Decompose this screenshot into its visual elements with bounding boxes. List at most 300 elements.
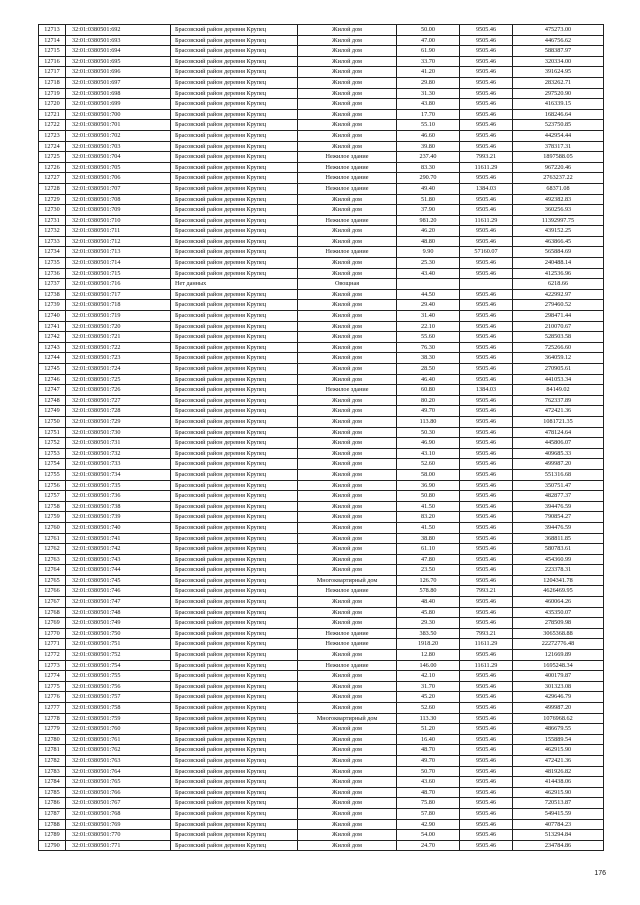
table-row — [39, 787, 604, 798]
area-cell: 45.80 — [397, 607, 460, 618]
row-number-cell: 12769 — [39, 618, 66, 629]
cadastral-value-cell: 725266.60 — [513, 342, 604, 353]
object-type-cell: Жилой дом — [298, 67, 397, 78]
table-row — [39, 173, 604, 184]
row-number-cell: 12737 — [39, 279, 66, 290]
cadastral-number-cell: 32:01:0380501:748 — [66, 607, 171, 618]
table-row — [39, 300, 604, 311]
area-cell: 45.20 — [397, 692, 460, 703]
object-type-cell: Жилой дом — [298, 618, 397, 629]
table-row — [39, 364, 604, 375]
object-type-cell: Жилой дом — [298, 427, 397, 438]
table-row — [39, 639, 604, 650]
cadastral-number-cell: 32:01:0380501:749 — [66, 618, 171, 629]
address-cell: Брасовский район деревня Крупец — [171, 364, 298, 375]
table-row — [39, 321, 604, 332]
table-row — [39, 395, 604, 406]
table-row — [39, 427, 604, 438]
table-row — [39, 268, 604, 279]
object-type-cell: Жилой дом — [298, 77, 397, 88]
object-type-cell: Жилой дом — [298, 130, 397, 141]
rate-cell: 9505.46 — [460, 671, 513, 682]
area-cell: 51.80 — [397, 194, 460, 205]
cadastral-number-cell: 32:01:0380501:701 — [66, 120, 171, 131]
object-type-cell: Жилой дом — [298, 448, 397, 459]
object-type-cell: Жилой дом — [298, 692, 397, 703]
row-number-cell: 12723 — [39, 130, 66, 141]
table-row — [39, 247, 604, 258]
rate-cell: 9505.46 — [460, 808, 513, 819]
object-type-cell: Нежилое здание — [298, 183, 397, 194]
area-cell: 76.30 — [397, 342, 460, 353]
area-cell: 83.30 — [397, 162, 460, 173]
object-type-cell: Жилой дом — [298, 724, 397, 735]
row-number-cell: 12772 — [39, 650, 66, 661]
address-cell: Брасовский район деревня Крупец — [171, 745, 298, 756]
address-cell: Брасовский район деревня Крупец — [171, 162, 298, 173]
address-cell: Брасовский район деревня Крупец — [171, 512, 298, 523]
cadastral-number-cell: 32:01:0380501:697 — [66, 77, 171, 88]
area-cell: 23.50 — [397, 565, 460, 576]
cadastral-value-cell: 278509.98 — [513, 618, 604, 629]
address-cell: Брасовский район деревня Крупец — [171, 25, 298, 36]
object-type-cell: Жилой дом — [298, 501, 397, 512]
area-cell: 146.00 — [397, 660, 460, 671]
row-number-cell: 12733 — [39, 236, 66, 247]
rate-cell: 7993.21 — [460, 152, 513, 163]
area-cell: 42.10 — [397, 671, 460, 682]
address-cell: Брасовский район деревня Крупец — [171, 777, 298, 788]
rate-cell: 9505.46 — [460, 724, 513, 735]
area-cell: 48.70 — [397, 787, 460, 798]
cadastral-number-cell: 32:01:0380501:734 — [66, 469, 171, 480]
address-cell: Брасовский район деревня Крупец — [171, 406, 298, 417]
cadastral-value-cell: 499987.20 — [513, 703, 604, 714]
object-type-cell: Жилой дом — [298, 46, 397, 57]
row-number-cell: 12788 — [39, 819, 66, 830]
rate-cell: 9505.46 — [460, 703, 513, 714]
area-cell: 47.80 — [397, 554, 460, 565]
rate-cell: 9505.46 — [460, 766, 513, 777]
area-cell: 31.70 — [397, 681, 460, 692]
address-cell: Брасовский район деревня Крупец — [171, 501, 298, 512]
address-cell: Брасовский район деревня Крупец — [171, 194, 298, 205]
rate-cell: 9505.46 — [460, 236, 513, 247]
row-number-cell: 12757 — [39, 491, 66, 502]
registry-table-wrapper — [38, 24, 602, 851]
cadastral-value-cell: 11392997.75 — [513, 215, 604, 226]
object-type-cell: Нежилое здание — [298, 173, 397, 184]
area-cell: 290.70 — [397, 173, 460, 184]
row-number-cell: 12780 — [39, 734, 66, 745]
cadastral-number-cell: 32:01:0380501:744 — [66, 565, 171, 576]
cadastral-value-cell: 4626469.95 — [513, 586, 604, 597]
rate-cell: 9505.46 — [460, 480, 513, 491]
area-cell: 39.80 — [397, 141, 460, 152]
table-row — [39, 332, 604, 343]
address-cell: Брасовский район деревня Крупец — [171, 628, 298, 639]
cadastral-number-cell: 32:01:0380501:707 — [66, 183, 171, 194]
cadastral-value-cell: 445806.07 — [513, 438, 604, 449]
address-cell: Брасовский район деревня Крупец — [171, 787, 298, 798]
row-number-cell: 12734 — [39, 247, 66, 258]
cadastral-value-cell: 565884.69 — [513, 247, 604, 258]
table-row — [39, 25, 604, 36]
cadastral-value-cell: 298471.44 — [513, 311, 604, 322]
table-row — [39, 99, 604, 110]
row-number-cell: 12740 — [39, 311, 66, 322]
table-row — [39, 830, 604, 841]
cadastral-number-cell: 32:01:0380501:768 — [66, 808, 171, 819]
address-cell: Брасовский район деревня Крупец — [171, 268, 298, 279]
area-cell: 22.10 — [397, 321, 460, 332]
rate-cell: 9505.46 — [460, 353, 513, 364]
row-number-cell: 12771 — [39, 639, 66, 650]
rate-cell: 57160.07 — [460, 247, 513, 258]
cadastral-value-cell: 720513.87 — [513, 798, 604, 809]
table-row — [39, 650, 604, 661]
cadastral-value-cell: 435350.07 — [513, 607, 604, 618]
table-row — [39, 289, 604, 300]
cadastral-number-cell: 32:01:0380501:746 — [66, 586, 171, 597]
row-number-cell: 12742 — [39, 332, 66, 343]
address-cell: Брасовский район деревня Крупец — [171, 607, 298, 618]
cadastral-number-cell: 32:01:0380501:736 — [66, 491, 171, 502]
table-row — [39, 46, 604, 57]
row-number-cell: 12773 — [39, 660, 66, 671]
row-number-cell: 12787 — [39, 808, 66, 819]
cadastral-number-cell: 32:01:0380501:723 — [66, 353, 171, 364]
cadastral-value-cell: 551316.68 — [513, 469, 604, 480]
rate-cell: 9505.46 — [460, 575, 513, 586]
row-number-cell: 12767 — [39, 597, 66, 608]
cadastral-value-cell: 368811.85 — [513, 533, 604, 544]
table-row — [39, 671, 604, 682]
address-cell: Брасовский район деревня Крупец — [171, 448, 298, 459]
cadastral-value-cell: 528503.58 — [513, 332, 604, 343]
address-cell: Брасовский район деревня Крупец — [171, 650, 298, 661]
rate-cell: 11611.29 — [460, 215, 513, 226]
row-number-cell: 12758 — [39, 501, 66, 512]
address-cell: Брасовский район деревня Крупец — [171, 141, 298, 152]
cadastral-value-cell: 297520.90 — [513, 88, 604, 99]
cadastral-number-cell: 32:01:0380501:732 — [66, 448, 171, 459]
area-cell: 47.00 — [397, 35, 460, 46]
cadastral-number-cell: 32:01:0380501:766 — [66, 787, 171, 798]
object-type-cell: Нежилое здание — [298, 385, 397, 396]
rate-cell: 9505.46 — [460, 501, 513, 512]
cadastral-number-cell: 32:01:0380501:761 — [66, 734, 171, 745]
row-number-cell: 12752 — [39, 438, 66, 449]
area-cell: 54.00 — [397, 830, 460, 841]
area-cell: 83.20 — [397, 512, 460, 523]
row-number-cell: 12715 — [39, 46, 66, 57]
rate-cell: 9505.46 — [460, 332, 513, 343]
cadastral-value-cell: 301323.08 — [513, 681, 604, 692]
cadastral-number-cell: 32:01:0380501:698 — [66, 88, 171, 99]
row-number-cell: 12714 — [39, 35, 66, 46]
row-number-cell: 12789 — [39, 830, 66, 841]
row-number-cell: 12747 — [39, 385, 66, 396]
object-type-cell: Жилой дом — [298, 395, 397, 406]
cadastral-value-cell: 486679.55 — [513, 724, 604, 735]
cadastral-value-cell: 580783.61 — [513, 544, 604, 555]
object-type-cell: Жилой дом — [298, 703, 397, 714]
address-cell: Брасовский район деревня Крупец — [171, 597, 298, 608]
area-cell: 41.50 — [397, 501, 460, 512]
rate-cell: 9505.46 — [460, 416, 513, 427]
row-number-cell: 12786 — [39, 798, 66, 809]
table-row — [39, 162, 604, 173]
object-type-cell: Жилой дом — [298, 374, 397, 385]
table-row — [39, 130, 604, 141]
cadastral-number-cell: 32:01:0380501:745 — [66, 575, 171, 586]
rate-cell: 9505.46 — [460, 565, 513, 576]
rate-cell: 9505.46 — [460, 342, 513, 353]
object-type-cell: Жилой дом — [298, 99, 397, 110]
area-cell: 12.80 — [397, 650, 460, 661]
rate-cell: 9505.46 — [460, 618, 513, 629]
table-row — [39, 533, 604, 544]
cadastral-value-cell: 549415.59 — [513, 808, 604, 819]
area-cell: 50.80 — [397, 491, 460, 502]
object-type-cell: Жилой дом — [298, 491, 397, 502]
cadastral-value-cell: 441053.34 — [513, 374, 604, 385]
cadastral-value-cell: 2763237.22 — [513, 173, 604, 184]
table-row — [39, 226, 604, 237]
area-cell: 237.40 — [397, 152, 460, 163]
cadastral-number-cell: 32:01:0380501:740 — [66, 522, 171, 533]
area-cell: 48.80 — [397, 236, 460, 247]
area-cell: 43.10 — [397, 448, 460, 459]
rate-cell: 9505.46 — [460, 734, 513, 745]
area-cell: 42.90 — [397, 819, 460, 830]
cadastral-value-cell: 460064.26 — [513, 597, 604, 608]
address-cell: Брасовский район деревня Крупец — [171, 374, 298, 385]
row-number-cell: 12746 — [39, 374, 66, 385]
cadastral-value-cell: 1897588.05 — [513, 152, 604, 163]
cadastral-value-cell: 462915.90 — [513, 787, 604, 798]
address-cell: Брасовский район деревня Крупец — [171, 808, 298, 819]
cadastral-value-cell: 168246.64 — [513, 109, 604, 120]
table-row — [39, 734, 604, 745]
area-cell: 50.00 — [397, 25, 460, 36]
area-cell: 55.10 — [397, 120, 460, 131]
rate-cell: 9505.46 — [460, 777, 513, 788]
address-cell: Брасовский район деревня Крупец — [171, 533, 298, 544]
table-row — [39, 152, 604, 163]
row-number-cell: 12751 — [39, 427, 66, 438]
address-cell: Брасовский район деревня Крупец — [171, 183, 298, 194]
area-cell: 16.40 — [397, 734, 460, 745]
area-cell: 55.60 — [397, 332, 460, 343]
cadastral-value-cell: 478124.64 — [513, 427, 604, 438]
cadastral-number-cell: 32:01:0380501:716 — [66, 279, 171, 290]
rate-cell: 11611.29 — [460, 660, 513, 671]
area-cell: 57.80 — [397, 808, 460, 819]
cadastral-number-cell: 32:01:0380501:727 — [66, 395, 171, 406]
row-number-cell: 12745 — [39, 364, 66, 375]
row-number-cell: 12765 — [39, 575, 66, 586]
row-number-cell: 12716 — [39, 56, 66, 67]
area-cell: 113.80 — [397, 416, 460, 427]
table-row — [39, 819, 604, 830]
row-number-cell: 12744 — [39, 353, 66, 364]
cadastral-number-cell: 32:01:0380501:755 — [66, 671, 171, 682]
cadastral-value-cell: 22272776.48 — [513, 639, 604, 650]
cadastral-number-cell: 32:01:0380501:721 — [66, 332, 171, 343]
cadastral-value-cell: 482877.37 — [513, 491, 604, 502]
row-number-cell: 12764 — [39, 565, 66, 576]
address-cell: Брасовский район деревня Крупец — [171, 554, 298, 565]
table-row — [39, 798, 604, 809]
area-cell: 126.70 — [397, 575, 460, 586]
area-cell: 50.30 — [397, 427, 460, 438]
address-cell: Брасовский район деревня Крупец — [171, 236, 298, 247]
rate-cell: 9505.46 — [460, 681, 513, 692]
rate-cell: 9505.46 — [460, 194, 513, 205]
cadastral-value-cell: 429646.79 — [513, 692, 604, 703]
cadastral-value-cell: 378317.31 — [513, 141, 604, 152]
table-row — [39, 745, 604, 756]
row-number-cell: 12760 — [39, 522, 66, 533]
address-cell: Брасовский район деревня Крупец — [171, 311, 298, 322]
address-cell: Брасовский район деревня Крупец — [171, 681, 298, 692]
area-cell: 58.00 — [397, 469, 460, 480]
rate-cell: 11611.29 — [460, 639, 513, 650]
rate-cell: 9505.46 — [460, 755, 513, 766]
object-type-cell: Жилой дом — [298, 766, 397, 777]
area-cell: 50.70 — [397, 766, 460, 777]
row-number-cell: 12790 — [39, 840, 66, 851]
object-type-cell: Жилой дом — [298, 364, 397, 375]
page-number: 176 — [594, 870, 606, 877]
address-cell: Брасовский район деревня Крупец — [171, 77, 298, 88]
address-cell: Брасовский район деревня Крупец — [171, 88, 298, 99]
row-number-cell: 12774 — [39, 671, 66, 682]
address-cell: Брасовский район деревня Крупец — [171, 67, 298, 78]
cadastral-number-cell: 32:01:0380501:706 — [66, 173, 171, 184]
row-number-cell: 12726 — [39, 162, 66, 173]
address-cell: Брасовский район деревня Крупец — [171, 713, 298, 724]
cadastral-number-cell: 32:01:0380501:709 — [66, 205, 171, 216]
cadastral-number-cell: 32:01:0380501:762 — [66, 745, 171, 756]
cadastral-value-cell: 223378.31 — [513, 565, 604, 576]
cadastral-value-cell: 439152.25 — [513, 226, 604, 237]
table-row — [39, 459, 604, 470]
row-number-cell: 12776 — [39, 692, 66, 703]
object-type-cell: Жилой дом — [298, 671, 397, 682]
cadastral-number-cell: 32:01:0380501:735 — [66, 480, 171, 491]
area-cell: 49.40 — [397, 183, 460, 194]
cadastral-number-cell: 32:01:0380501:763 — [66, 755, 171, 766]
cadastral-number-cell: 32:01:0380501:719 — [66, 311, 171, 322]
row-number-cell: 12755 — [39, 469, 66, 480]
cadastral-value-cell: 499987.20 — [513, 459, 604, 470]
cadastral-number-cell: 32:01:0380501:693 — [66, 35, 171, 46]
area-cell: 29.40 — [397, 300, 460, 311]
rate-cell: 9505.46 — [460, 120, 513, 131]
address-cell: Брасовский район деревня Крупец — [171, 56, 298, 67]
row-number-cell: 12732 — [39, 226, 66, 237]
object-type-cell: Многоквартирный дом — [298, 575, 397, 586]
area-cell: 36.90 — [397, 480, 460, 491]
address-cell: Брасовский район деревня Крупец — [171, 819, 298, 830]
object-type-cell: Жилой дом — [298, 607, 397, 618]
row-number-cell: 12736 — [39, 268, 66, 279]
area-cell: 33.70 — [397, 56, 460, 67]
rate-cell: 9505.46 — [460, 597, 513, 608]
table-row — [39, 491, 604, 502]
rate-cell: 9505.46 — [460, 77, 513, 88]
row-number-cell: 12717 — [39, 67, 66, 78]
address-cell: Брасовский район деревня Крупец — [171, 734, 298, 745]
row-number-cell: 12729 — [39, 194, 66, 205]
cadastral-number-cell: 32:01:0380501:695 — [66, 56, 171, 67]
cadastral-number-cell: 32:01:0380501:770 — [66, 830, 171, 841]
row-number-cell: 12778 — [39, 713, 66, 724]
rate-cell: 11611.29 — [460, 162, 513, 173]
row-number-cell: 12750 — [39, 416, 66, 427]
address-cell: Брасовский район деревня Крупец — [171, 258, 298, 269]
cadastral-number-cell: 32:01:0380501:757 — [66, 692, 171, 703]
address-cell: Брасовский район деревня Крупец — [171, 459, 298, 470]
object-type-cell: Жилой дом — [298, 258, 397, 269]
address-cell: Брасовский район деревня Крупец — [171, 332, 298, 343]
rate-cell: 7993.21 — [460, 586, 513, 597]
row-number-cell: 12738 — [39, 289, 66, 300]
cadastral-number-cell: 32:01:0380501:720 — [66, 321, 171, 332]
row-number-cell: 12781 — [39, 745, 66, 756]
area-cell: 38.80 — [397, 533, 460, 544]
address-cell: Брасовский район деревня Крупец — [171, 173, 298, 184]
table-row — [39, 544, 604, 555]
rate-cell: 9505.46 — [460, 35, 513, 46]
row-number-cell: 12763 — [39, 554, 66, 565]
cadastral-number-cell: 32:01:0380501:742 — [66, 544, 171, 555]
table-row — [39, 374, 604, 385]
area-cell: 29.30 — [397, 618, 460, 629]
rate-cell: 9505.46 — [460, 289, 513, 300]
cadastral-value-cell: 270905.61 — [513, 364, 604, 375]
rate-cell: 9505.46 — [460, 268, 513, 279]
rate-cell: 9505.46 — [460, 109, 513, 120]
rate-cell: 9505.46 — [460, 713, 513, 724]
address-cell: Брасовский район деревня Крупец — [171, 342, 298, 353]
area-cell: 52.60 — [397, 703, 460, 714]
address-cell: Брасовский район деревня Крупец — [171, 671, 298, 682]
address-cell: Брасовский район деревня Крупец — [171, 247, 298, 258]
object-type-cell: Жилой дом — [298, 512, 397, 523]
cadastral-number-cell: 32:01:0380501:713 — [66, 247, 171, 258]
table-row — [39, 448, 604, 459]
table-row — [39, 236, 604, 247]
cadastral-number-cell: 32:01:0380501:722 — [66, 342, 171, 353]
cadastral-value-cell: 967220.46 — [513, 162, 604, 173]
cadastral-number-cell: 32:01:0380501:702 — [66, 130, 171, 141]
rate-cell: 1384.03 — [460, 183, 513, 194]
cadastral-value-cell: 234784.86 — [513, 840, 604, 851]
cadastral-value-cell: 1076968.62 — [513, 713, 604, 724]
rate-cell: 9505.46 — [460, 544, 513, 555]
address-cell: Брасовский район деревня Крупец — [171, 130, 298, 141]
table-row — [39, 597, 604, 608]
cadastral-value-cell: 364059.12 — [513, 353, 604, 364]
cadastral-value-cell: 523750.85 — [513, 120, 604, 131]
row-number-cell: 12719 — [39, 88, 66, 99]
area-cell: 43.40 — [397, 268, 460, 279]
table-row — [39, 766, 604, 777]
